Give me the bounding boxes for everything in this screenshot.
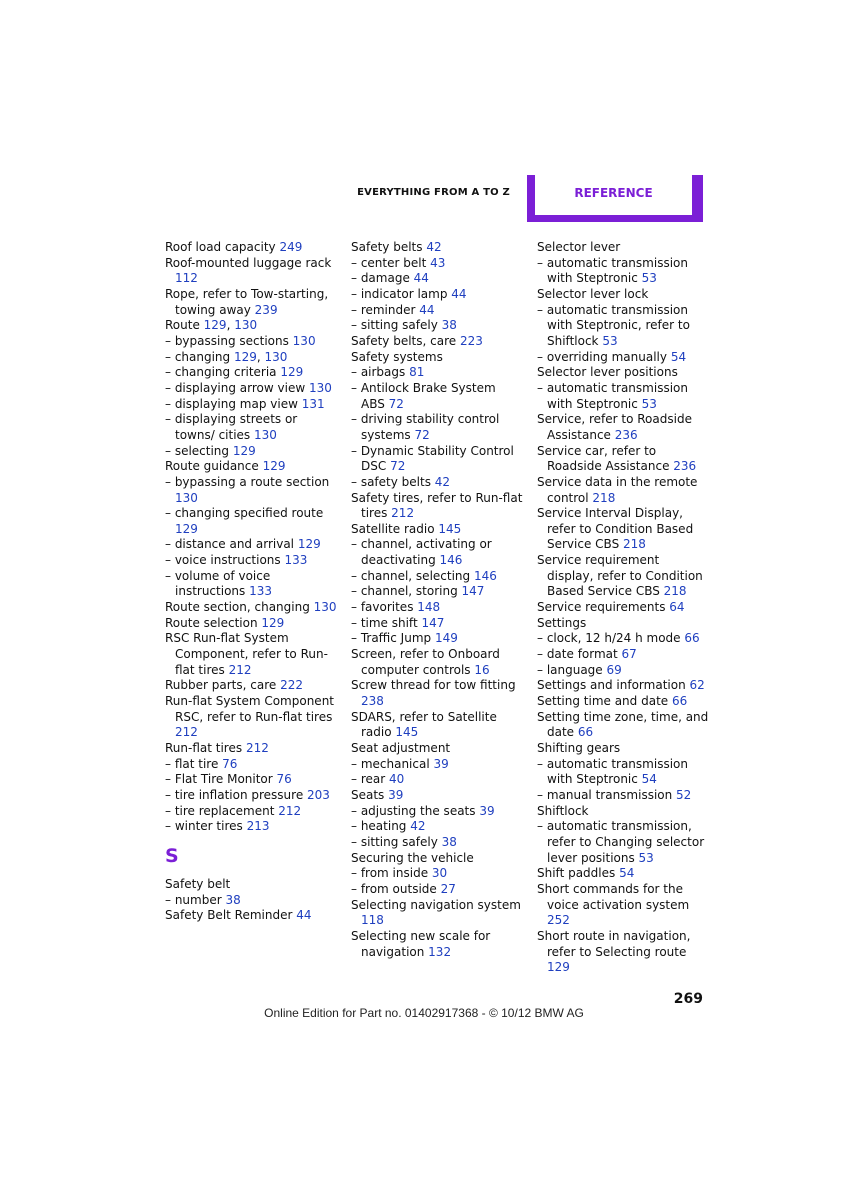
- index-entry-text: – automatic transmission with Steptronic, refer to Shiftlock: [537, 302, 690, 348]
- index-entry: [351, 647, 523, 678]
- index-entry-text: Safety belts: [351, 240, 427, 254]
- index-entry-text: – center belt: [351, 255, 431, 270]
- index-entry-text: – safety belts: [351, 474, 435, 489]
- index-entry: [351, 256, 523, 272]
- index-entry-text: Seats: [351, 787, 389, 802]
- index-entry-text: Service Interval Display, refer to Condition Based Service CBS: [537, 506, 694, 552]
- index-entry-text: – driving stability control systems: [351, 412, 500, 442]
- page-reference-link[interactable]: 129: [280, 365, 304, 380]
- index-entry-text: Short route in navigation, refer to Selecting route: [537, 928, 691, 959]
- index-entry-text: – damage: [351, 271, 414, 286]
- index-entry-text: – heating: [351, 819, 411, 834]
- index-entry: [351, 631, 523, 647]
- index-entry: [537, 381, 709, 412]
- index-entry: [351, 444, 523, 475]
- index-entry-text: – number: [165, 892, 226, 907]
- page-reference-link[interactable]: 30: [431, 866, 448, 881]
- index-entry: [165, 334, 337, 350]
- index-entry: [537, 929, 709, 976]
- reference-tab-label: REFERENCE: [535, 175, 692, 215]
- index-entry-text: Shift paddles: [537, 866, 620, 881]
- index-entry: [537, 553, 709, 600]
- index-entry-text: Selecting navigation system: [351, 897, 521, 912]
- index-entry-text: Screen, refer to Onboard computer controls: [351, 647, 500, 677]
- page-reference-link[interactable]: 42: [434, 474, 451, 489]
- index-entry-text: Rubber parts, care: [165, 678, 281, 693]
- index-entry-text: Satellite radio: [351, 521, 439, 536]
- page-reference-link[interactable]: 38: [441, 834, 457, 849]
- page-reference-link[interactable]: 132: [428, 944, 452, 959]
- page-reference-link[interactable]: 112: [175, 271, 198, 286]
- index-entry-text: – automatic transmission with Steptronic: [537, 380, 688, 411]
- index-entry: [165, 397, 337, 413]
- index-entry: – changing 129, 130: [165, 349, 288, 364]
- reference-tab: [527, 175, 703, 222]
- index-entry-text: Screw thread for tow fitting: [351, 678, 516, 693]
- index-entry-text: Setting time zone, time, and date: [537, 709, 709, 740]
- page-reference-link[interactable]: 42: [426, 240, 442, 254]
- index-entry: [351, 287, 523, 303]
- index-entry-text: Service, refer to Roadside Assistance: [537, 412, 692, 442]
- index-entry: [165, 804, 337, 820]
- index-entry: [165, 537, 337, 553]
- index-entry-text: – voice instructions: [165, 553, 285, 568]
- page-reference-link[interactable]: 129: [547, 960, 570, 975]
- index-entry: [351, 882, 523, 898]
- index-entry-text: – tire inflation pressure: [165, 787, 308, 802]
- index-entry: [165, 741, 337, 757]
- index-entry: [537, 647, 709, 663]
- page-reference-link[interactable]: 54: [670, 349, 687, 364]
- index-entry: [165, 678, 337, 694]
- index-entry-text: Safety belt: [165, 876, 231, 891]
- page-reference-link[interactable]: 223: [459, 333, 483, 348]
- index-entry: [351, 350, 523, 366]
- page-reference-link[interactable]: 72: [390, 459, 406, 474]
- page-reference-link[interactable]: 81: [409, 365, 425, 380]
- index-entry: [165, 819, 337, 835]
- index-entry: [351, 819, 523, 835]
- page-reference-link[interactable]: 218: [592, 490, 616, 505]
- index-entry-text: Shiftlock: [537, 803, 589, 818]
- index-entry: [537, 741, 709, 757]
- index-entry: [165, 600, 337, 616]
- page-reference-link[interactable]: 69: [606, 662, 622, 677]
- index-entry-text: Safety Belt Reminder: [165, 908, 297, 923]
- index-entry-text: – automatic transmission with Steptronic: [537, 756, 688, 787]
- page-reference-link[interactable]: 53: [638, 850, 654, 865]
- index-entry-text: – favorites: [351, 600, 418, 615]
- index-entry-text: – displaying arrow view: [165, 380, 309, 395]
- index-entry: [165, 412, 337, 443]
- page-reference-link[interactable]: 130: [292, 333, 316, 348]
- index-entry-text: Service car, refer to Roadside Assistance: [537, 443, 674, 474]
- index-entry: [537, 819, 709, 866]
- index-entry: [351, 412, 523, 443]
- page-reference-link[interactable]: 66: [684, 631, 700, 646]
- index-entry: [351, 851, 523, 867]
- index-entry: [165, 893, 337, 909]
- page-reference-link[interactable]: 252: [547, 913, 570, 928]
- index-entry: [537, 444, 709, 475]
- page-reference-link[interactable]: 236: [614, 427, 638, 442]
- index-entry-text: – automatic transmission with Steptronic: [537, 255, 688, 286]
- index-entry-text: – tire replacement: [165, 803, 279, 818]
- page-reference-link[interactable]: 53: [641, 396, 657, 411]
- page-reference-link[interactable]: 145: [395, 725, 419, 740]
- index-entry: [351, 318, 523, 334]
- index-entry-text: Route section, changing: [165, 600, 314, 615]
- page-reference-link[interactable]: 54: [641, 772, 657, 787]
- index-entry-text: – adjusting the seats: [351, 803, 480, 818]
- index-entry: [351, 835, 523, 851]
- index-entry: [537, 475, 709, 506]
- page-reference-link[interactable]: 54: [619, 866, 635, 881]
- page-reference-link[interactable]: 212: [245, 741, 269, 755]
- index-entry: [165, 877, 337, 893]
- index-entry: [537, 710, 709, 741]
- index-entry: [351, 710, 523, 741]
- index-entry-text: – displaying streets or towns/ cities: [165, 412, 298, 442]
- page-reference-link[interactable]: 213: [246, 819, 270, 834]
- index-entry-text: SDARS, refer to Satellite radio: [351, 709, 497, 740]
- index-entry: [351, 678, 523, 709]
- page-reference-link[interactable]: 72: [414, 427, 430, 442]
- index-entry: [351, 804, 523, 820]
- index-entry-text: – time shift: [351, 615, 422, 630]
- page-reference-link[interactable]: 44: [419, 302, 435, 317]
- index-entry: [537, 757, 709, 788]
- index-entry-text: – bypassing a route section: [165, 474, 330, 489]
- page-reference-link[interactable]: 148: [417, 600, 441, 615]
- index-entry-text: Service requirement display, refer to Condition Based Service CBS: [537, 553, 703, 599]
- page-reference-link[interactable]: 129: [297, 537, 321, 552]
- page-reference-link[interactable]: 130: [234, 318, 258, 333]
- page-reference-link[interactable]: 39: [388, 787, 404, 802]
- page-reference-link[interactable]: 249: [279, 240, 303, 254]
- page-reference-link[interactable]: 236: [673, 459, 697, 474]
- index-entry: [537, 694, 709, 710]
- page-reference-link[interactable]: 40: [388, 772, 405, 787]
- index-entry: [165, 553, 337, 569]
- index-entry: [351, 240, 523, 256]
- index-entry: [165, 772, 337, 788]
- index-entry: [165, 788, 337, 804]
- index-entry-text: RSC Run-flat System Component, refer to Run-flat tires: [165, 631, 328, 677]
- index-entry-text: Roof-mounted luggage rack: [165, 255, 332, 270]
- page-reference-link[interactable]: 130: [175, 490, 198, 505]
- index-entry: Route 129, 130: [165, 318, 258, 333]
- index-entry: [351, 381, 523, 412]
- index-entry: [537, 303, 709, 350]
- index-entry-text: Roof load capacity: [165, 240, 280, 254]
- index-entry: [165, 287, 337, 318]
- page-reference-link[interactable]: 76: [276, 772, 292, 787]
- page-reference-link[interactable]: 239: [254, 302, 278, 317]
- index-entry-text: Run-flat System Component RSC, refer to Run-flat tires: [165, 694, 335, 724]
- page-reference-link[interactable]: 212: [228, 662, 252, 677]
- index-entry: [351, 303, 523, 319]
- page-reference-link[interactable]: 67: [621, 647, 637, 662]
- index-entry-text: Route guidance: [165, 459, 263, 474]
- page-reference-link[interactable]: 145: [438, 521, 462, 536]
- page-reference-link[interactable]: 133: [249, 584, 272, 599]
- index-entry: [351, 741, 523, 757]
- footer-text: Online Edition for Part no. 01402917368 - © 10/12 BMW AG: [264, 1006, 584, 1020]
- index-entry-text: Securing the vehicle: [351, 850, 474, 865]
- index-entry-text: Setting time and date: [537, 694, 672, 709]
- page-reference-link[interactable]: 44: [296, 908, 312, 923]
- index-entry-text: – sitting safely: [351, 318, 442, 333]
- index-entry-text: – bypassing sections: [165, 333, 293, 348]
- index-entry-text: Run-flat tires: [165, 741, 246, 755]
- page-number: 269: [673, 991, 703, 1007]
- index-entry-text: Safety systems: [351, 349, 443, 364]
- index-entry-text: – volume of voice instructions: [165, 568, 271, 599]
- index-column-1: [165, 240, 337, 924]
- index-entry-text: – changing criteria: [165, 365, 281, 380]
- index-entry: [537, 663, 709, 679]
- page-reference-link[interactable]: 43: [430, 255, 446, 270]
- index-entry: [537, 412, 709, 443]
- index-entry-text: Selector lever lock: [537, 286, 649, 301]
- page-reference-link[interactable]: 129: [262, 459, 286, 474]
- index-entry: [537, 631, 709, 647]
- index-entry: [351, 334, 523, 350]
- index-entry: [165, 631, 337, 678]
- page-reference-link[interactable]: 130: [308, 380, 332, 395]
- index-entry: [165, 506, 337, 537]
- index-entry-text: Shifting gears: [537, 741, 621, 755]
- page-reference-link[interactable]: 44: [451, 286, 467, 301]
- page-reference-link[interactable]: 129: [233, 349, 257, 364]
- index-entry-text: – channel, activating or deactivating: [351, 537, 492, 568]
- page-reference-link[interactable]: 27: [440, 881, 456, 896]
- page-reference-link[interactable]: 72: [388, 396, 404, 411]
- page-reference-link[interactable]: 53: [641, 271, 657, 286]
- page-reference-link[interactable]: 38: [225, 892, 241, 907]
- index-entry-text: – automatic transmission, refer to Changing selector lever positions: [537, 819, 705, 865]
- page-reference-link[interactable]: 130: [313, 600, 337, 615]
- index-entry-text: – distance and arrival: [165, 537, 298, 552]
- page-reference-link[interactable]: 147: [461, 584, 485, 599]
- index-entry: [165, 381, 337, 397]
- index-entry: [351, 271, 523, 287]
- index-entry-text: Selecting new scale for navigation: [351, 928, 491, 959]
- index-entry-text: Rope, refer to Tow-starting, towing away: [165, 286, 329, 317]
- index-entry-text: – channel, selecting: [351, 568, 474, 583]
- index-entry-text: Safety tires, refer to Run-flat tires: [351, 490, 523, 521]
- index-entry-text: – sitting safely: [351, 834, 442, 849]
- index-entry-text: – displaying map view: [165, 396, 302, 411]
- page-reference-link[interactable]: 64: [669, 600, 685, 615]
- index-entry-text: – selecting: [165, 443, 233, 458]
- page-reference-link[interactable]: 203: [307, 787, 330, 802]
- index-column-2: [351, 240, 523, 960]
- page-reference-link[interactable]: 147: [421, 615, 445, 630]
- index-entry-text: – changing: [165, 349, 234, 364]
- index-entry: [351, 898, 523, 929]
- page-reference-link[interactable]: 76: [222, 756, 238, 771]
- index-entry-text: – Antilock Brake System ABS: [351, 380, 496, 411]
- section-title: EVERYTHING FROM A TO Z: [357, 187, 510, 198]
- index-entry-text: – Dynamic Stability Control DSC: [351, 443, 514, 474]
- index-entry-text: Selector lever: [537, 240, 621, 254]
- index-entry: [351, 537, 523, 568]
- index-entry-text: Service data in the remote control: [537, 474, 698, 505]
- page-reference-link[interactable]: 212: [391, 506, 415, 521]
- page-reference-link[interactable]: 118: [361, 913, 384, 928]
- page-reference-link[interactable]: 53: [602, 333, 618, 348]
- index-letter-heading: S: [165, 844, 179, 867]
- page-reference-link[interactable]: 66: [577, 725, 594, 740]
- index-entry-text: – Traffic Jump: [351, 631, 435, 646]
- index-entry: [165, 694, 337, 741]
- page-reference-link[interactable]: 218: [663, 584, 687, 599]
- index-entry-text: Safety belts, care: [351, 333, 460, 348]
- index-entry-text: – language: [537, 662, 607, 677]
- index-entry: [165, 757, 337, 773]
- index-entry: [537, 866, 709, 882]
- page-reference-link[interactable]: 131: [301, 396, 325, 411]
- index-entry-text: Route: [165, 318, 204, 333]
- index-entry: [537, 350, 709, 366]
- index-entry: [165, 444, 337, 460]
- index-entry: [351, 475, 523, 491]
- index-entry: [165, 256, 337, 287]
- index-entry-text: – date format: [537, 647, 622, 662]
- page-reference-link[interactable]: 146: [439, 553, 463, 568]
- index-entry-text: – changing specified route: [165, 506, 324, 521]
- page-reference-link[interactable]: 16: [474, 662, 490, 677]
- index-entry: [537, 600, 709, 616]
- index-entry: [351, 365, 523, 381]
- index-entry: [165, 459, 337, 475]
- index-entry: [165, 365, 337, 381]
- index-entry: [537, 240, 709, 256]
- page-reference-link[interactable]: 130: [254, 427, 277, 442]
- page-reference-link[interactable]: 38: [441, 318, 457, 333]
- index-entry-text: – channel, storing: [351, 584, 462, 599]
- index-entry-text: – from inside: [351, 866, 432, 881]
- index-entry: [351, 866, 523, 882]
- index-entry-text: – clock, 12 h/24 h mode: [537, 631, 685, 646]
- index-entry-text: – airbags: [351, 365, 410, 380]
- page-reference-link[interactable]: 39: [433, 756, 449, 771]
- index-entry: [351, 600, 523, 616]
- index-entry-text: – indicator lamp: [351, 286, 452, 301]
- page-reference-link[interactable]: 146: [473, 568, 497, 583]
- page-reference-link[interactable]: 129: [232, 443, 256, 458]
- index-entry-text: Seat adjustment: [351, 741, 451, 755]
- index-entry-text: Settings: [537, 615, 587, 630]
- page-reference-link[interactable]: 39: [479, 803, 495, 818]
- page-reference-link[interactable]: 218: [623, 537, 646, 552]
- index-entry-text: – Flat Tire Monitor: [165, 772, 277, 787]
- index-entry-text: – winter tires: [165, 819, 247, 834]
- page-reference-link[interactable]: 129: [203, 318, 227, 333]
- index-entry: [351, 584, 523, 600]
- page-reference-link[interactable]: 212: [175, 725, 198, 740]
- index-entry-text: – overriding manually: [537, 349, 671, 364]
- index-entry: [165, 240, 337, 256]
- page-reference-link[interactable]: 129: [261, 615, 285, 630]
- index-entry-text: Settings and information: [537, 678, 690, 693]
- index-entry: [351, 569, 523, 585]
- index-entry: [351, 491, 523, 522]
- index-entry: [165, 569, 337, 600]
- page-reference-link[interactable]: 44: [413, 271, 429, 286]
- page-reference-link[interactable]: 52: [676, 787, 692, 802]
- index-entry: [537, 256, 709, 287]
- index-entry-text: – rear: [351, 772, 389, 787]
- index-entry: [165, 908, 337, 924]
- index-entry-text: Route selection: [165, 615, 262, 630]
- index-entry: [537, 506, 709, 553]
- index-entry-text: – reminder: [351, 302, 420, 317]
- index-entry: [165, 475, 337, 506]
- page-reference-link[interactable]: 222: [280, 678, 303, 693]
- index-entry: [537, 678, 709, 694]
- index-entry-text: – flat tire: [165, 756, 223, 771]
- index-entry-text: – mechanical: [351, 756, 434, 771]
- index-entry: [537, 788, 709, 804]
- page-reference-link[interactable]: 238: [361, 694, 384, 709]
- page-reference-link[interactable]: 62: [689, 678, 705, 693]
- page-reference-link[interactable]: 130: [264, 349, 288, 364]
- page-reference-link[interactable]: 133: [284, 553, 308, 568]
- index-entry: [351, 772, 523, 788]
- index-entry: [537, 287, 709, 303]
- page-reference-link[interactable]: 129: [175, 521, 198, 536]
- index-entry: [165, 616, 337, 632]
- index-entry: [351, 757, 523, 773]
- page-reference-link[interactable]: 42: [410, 819, 426, 834]
- index-entry-text: – manual transmission: [537, 787, 677, 802]
- index-entry: [351, 522, 523, 538]
- index-entry: [537, 804, 709, 820]
- index-entry: [537, 616, 709, 632]
- page-reference-link[interactable]: 149: [434, 631, 458, 646]
- index-entry-text: Short commands for the voice activation system: [537, 881, 690, 912]
- index-entry: [351, 616, 523, 632]
- index-entry-text: Service requirements: [537, 600, 670, 615]
- index-entry: [351, 929, 523, 960]
- index-entry: [537, 882, 709, 929]
- index-entry-text: Selector lever positions: [537, 365, 678, 380]
- index-entry: [351, 788, 523, 804]
- index-entry: [537, 365, 709, 381]
- page-reference-link[interactable]: 212: [278, 803, 302, 818]
- index-entry-text: – from outside: [351, 881, 441, 896]
- page-reference-link[interactable]: 66: [671, 694, 688, 709]
- index-column-3: [537, 240, 709, 976]
